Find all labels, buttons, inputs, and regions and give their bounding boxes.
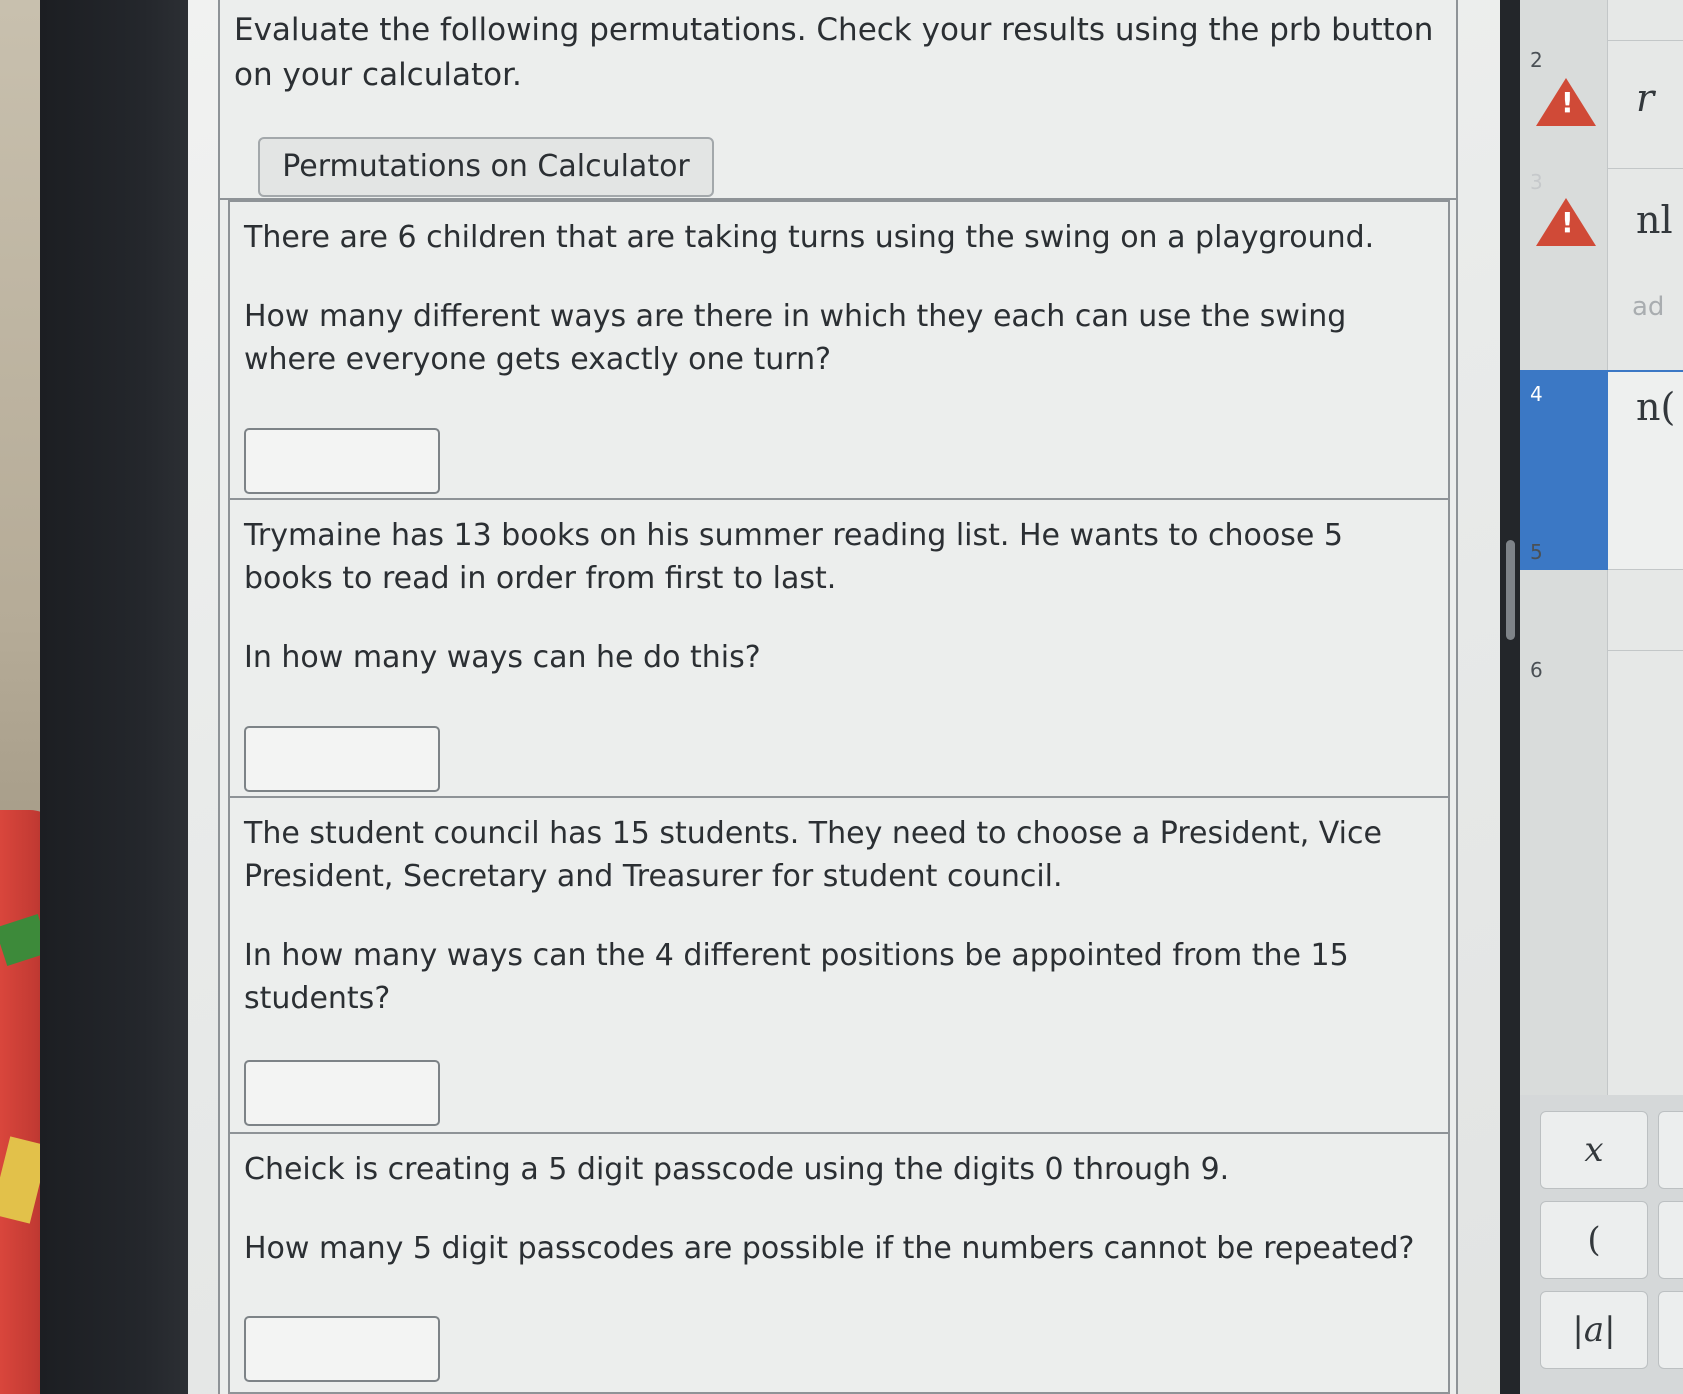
key-x[interactable]: x (1540, 1111, 1648, 1189)
question-1-text: There are 6 children that are taking turns using the swing on a playground. (244, 220, 1375, 255)
question-4-text: Cheick is creating a 5 digit passcode using the digits 0 through 9. (244, 1152, 1230, 1187)
row-divider (1608, 168, 1683, 169)
instructions-section (220, 0, 1456, 200)
permutations-calculator-button[interactable]: Permutations on Calculator (258, 137, 714, 197)
question-3 (228, 796, 1450, 1136)
instructions-text: Evaluate the following permutations. Check your results using the prb button on your calculator. (234, 12, 1434, 93)
question-1 (228, 200, 1450, 502)
question-4-answer-input[interactable] (244, 1316, 440, 1382)
expression-row-2[interactable]: r (1636, 76, 1655, 120)
key-partial[interactable] (1658, 1201, 1683, 1279)
question-4 (228, 1132, 1450, 1394)
question-2-text: Trymaine has 13 books on his summer reading list. He wants to choose 5 books to read in order from first to last. (244, 518, 1343, 596)
question-1-answer-input[interactable] (244, 428, 440, 494)
key-absolute-value[interactable]: |a| (1540, 1291, 1648, 1369)
warning-icon[interactable]: ! (1536, 198, 1596, 246)
question-4-prompt: How many 5 digit passcodes are possible if the numbers cannot be repeated? (244, 1231, 1415, 1266)
row-divider (1608, 40, 1683, 41)
question-2-prompt: In how many ways can he do this? (244, 640, 761, 675)
expression-row-4[interactable]: n( (1636, 385, 1676, 429)
question-3-text: The student council has 15 students. They need to choose a President, Vice President, Secretary and Treasurer for student council. (244, 816, 1382, 894)
expression-row-3-subtext: ad (1632, 292, 1665, 322)
question-1-prompt: How many different ways are there in which they each can use the swing where everyone gets exactly one turn? (244, 299, 1347, 377)
warning-icon[interactable]: ! (1536, 78, 1596, 126)
question-2-answer-input[interactable] (244, 726, 440, 792)
screen (188, 0, 1683, 1394)
row-number: 5 (1530, 540, 1543, 564)
assignment-content (218, 0, 1458, 1394)
question-2 (228, 498, 1450, 800)
calculator-expression-panel (1520, 0, 1683, 1394)
scrollbar-track[interactable] (1500, 0, 1520, 1394)
monitor-bezel (40, 0, 188, 1394)
row-divider (1608, 650, 1683, 651)
key-partial[interactable] (1658, 1291, 1683, 1369)
question-3-answer-input[interactable] (244, 1060, 440, 1126)
row-number: 3 (1530, 170, 1543, 194)
expression-row-3[interactable]: nl (1636, 198, 1673, 242)
question-3-prompt: In how many ways can the 4 different positions be appointed from the 15 students? (244, 938, 1349, 1016)
row-number: 4 (1530, 382, 1543, 406)
key-open-paren[interactable]: ( (1540, 1201, 1648, 1279)
key-partial[interactable] (1658, 1111, 1683, 1189)
row-number: 2 (1530, 48, 1543, 72)
calculator-keypad (1520, 1095, 1683, 1394)
scrollbar-thumb[interactable] (1506, 540, 1515, 640)
row-number: 6 (1530, 658, 1543, 682)
